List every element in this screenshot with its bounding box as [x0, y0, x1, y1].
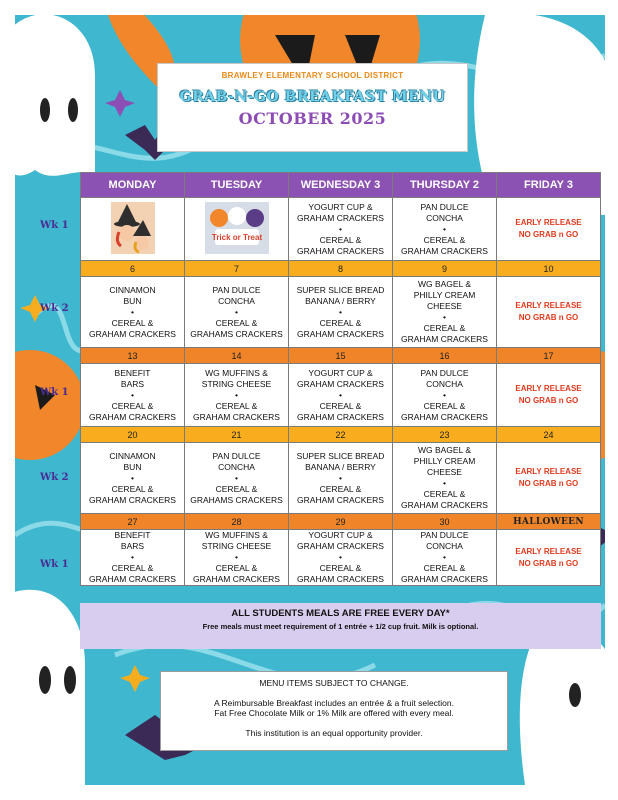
- week-label-2: Wk 2: [40, 303, 69, 314]
- menu-item-text: YOGURT CUP & GRAHAM CRACKERS • CEREAL & GRAHAM CRACKERS: [297, 201, 384, 256]
- witches-clipart: [111, 202, 155, 254]
- menu-cell: [393, 198, 497, 261]
- menu-cell: [289, 530, 393, 586]
- date-cell: 20: [81, 427, 185, 443]
- menu-item-text: PAN DULCE CONCHA • CEREAL & GRAHAM CRACKERS: [401, 367, 488, 422]
- menu-cell: [289, 198, 393, 261]
- early-release-cell: [497, 364, 601, 427]
- date-cell: 16: [393, 348, 497, 364]
- ghost-top-left: [15, 15, 95, 176]
- early-release-cell: [497, 530, 601, 586]
- menu-item-text: PAN DULCE CONCHA • CEREAL & GRAHAM CRACKERS: [401, 530, 488, 584]
- date-cell: 10: [497, 261, 601, 277]
- date-row: [81, 348, 601, 364]
- menu-item-text: PAN DULCE CONCHA • CEREAL & GRAHAMS CRACKERS: [190, 284, 283, 339]
- free-meals-requirement: Free meals must meet requirement of 1 entrée + 1/2 cup fruit. Milk is optional.: [202, 622, 479, 631]
- date-cell: 27: [81, 514, 185, 530]
- trick-or-treat-clipart: [205, 202, 269, 254]
- early-release-text: EARLY RELEASE NO GRAB n GO: [515, 218, 582, 239]
- date-cell: 13: [81, 348, 185, 364]
- menu-cell: [185, 443, 289, 514]
- menu-cell: [185, 530, 289, 586]
- date-cell: 17: [497, 348, 601, 364]
- menu-cell: [185, 364, 289, 427]
- date-row: [81, 427, 601, 443]
- footer-change-notice: MENU ITEMS SUBJECT TO CHANGE.: [259, 678, 409, 688]
- menu-item-text: WG MUFFINS & STRING CHEESE • CEREAL & GRAHAM CRACKERS: [193, 530, 280, 584]
- table-row: [81, 198, 601, 261]
- date-row: [81, 261, 601, 277]
- menu-cell: [289, 443, 393, 514]
- menu-item-text: WG MUFFINS & STRING CHEESE • CEREAL & GRAHAM CRACKERS: [193, 367, 280, 422]
- day-header-wednesday: WEDNESDAY 3: [289, 173, 393, 198]
- menu-item-text: PAN DULCE CONCHA • CEREAL & GRAHAM CRACKERS: [401, 201, 488, 256]
- date-cell: 30: [393, 514, 497, 530]
- date-cell: 7: [185, 261, 289, 277]
- menu-cell: [393, 364, 497, 427]
- halloween-label: HALLOWEEN: [497, 514, 601, 530]
- date-cell: 15: [289, 348, 393, 364]
- date-cell: 28: [185, 514, 289, 530]
- week-label-3: Wk 1: [40, 387, 69, 398]
- free-meals-notice: [80, 603, 601, 649]
- day-header-monday: MONDAY: [81, 173, 185, 198]
- trick-or-treat-text: Trick or Treat: [211, 232, 262, 242]
- date-cell: 8: [289, 261, 393, 277]
- early-release-cell: [497, 198, 601, 261]
- menu-item-text: CINNAMON BUN • CEREAL & GRAHAM CRACKERS: [89, 450, 176, 505]
- early-release-cell: [497, 277, 601, 348]
- early-release-cell: [497, 443, 601, 514]
- day-header-row: [81, 173, 601, 198]
- menu-cell: [393, 530, 497, 586]
- week-label-1: Wk 1: [40, 220, 69, 231]
- menu-cell: [185, 277, 289, 348]
- menu-cell: [81, 277, 185, 348]
- day-header-tuesday: TUESDAY: [185, 173, 289, 198]
- menu-cell: [185, 198, 289, 261]
- menu-item-text: YOGURT CUP & GRAHAM CRACKERS • CEREAL & GRAHAM CRACKERS: [297, 367, 384, 422]
- menu-item-text: WG BAGEL & PHILLY CREAM CHEESE • CEREAL & GRAHAM CRACKERS: [401, 445, 488, 510]
- free-meals-headline: ALL STUDENTS MEALS ARE FREE EVERY DAY*: [231, 608, 450, 619]
- menu-title: GRAB-N-GO BREAKFAST MENU: [179, 89, 446, 105]
- date-cell: 22: [289, 427, 393, 443]
- date-cell: 14: [185, 348, 289, 364]
- menu-item-text: BENEFIT BARS • CEREAL & GRAHAM CRACKERS: [89, 530, 176, 584]
- menu-month: OCTOBER 2025: [238, 109, 387, 128]
- date-cell: 29: [289, 514, 393, 530]
- date-cell: 6: [81, 261, 185, 277]
- early-release-text: EARLY RELEASE NO GRAB n GO: [515, 546, 582, 568]
- footer-box: [160, 671, 508, 751]
- menu-cell: [81, 443, 185, 514]
- footer-equal-opportunity: This institution is an equal opportunity provider.: [245, 728, 423, 738]
- early-release-text: EARLY RELEASE NO GRAB n GO: [515, 467, 582, 488]
- menu-cell: [289, 277, 393, 348]
- menu-header: [157, 63, 468, 152]
- menu-item-text: BENEFIT BARS • CEREAL & GRAHAM CRACKERS: [89, 367, 176, 422]
- menu-cell: [81, 364, 185, 427]
- early-release-text: EARLY RELEASE NO GRAB n GO: [515, 301, 582, 322]
- menu-item-text: CINNAMON BUN • CEREAL & GRAHAM CRACKERS: [89, 284, 176, 339]
- date-cell: 9: [393, 261, 497, 277]
- menu-cell: [393, 277, 497, 348]
- menu-cell: [81, 198, 185, 261]
- date-cell: 24: [497, 427, 601, 443]
- day-header-friday: FRIDAY 3: [497, 173, 601, 198]
- table-row: [81, 277, 601, 348]
- menu-item-text: WG BAGEL & PHILLY CREAM CHEESE • CEREAL & GRAHAM CRACKERS: [401, 279, 488, 344]
- footer-milk: Fat Free Chocolate Milk or 1% Milk are offered with every meal.: [214, 708, 454, 718]
- table-row: [81, 364, 601, 427]
- menu-cell: [289, 364, 393, 427]
- menu-item-text: YOGURT CUP & GRAHAM CRACKERS • CEREAL & GRAHAM CRACKERS: [297, 530, 384, 584]
- district-name: BRAWLEY ELEMENTARY SCHOOL DISTRICT: [221, 71, 404, 80]
- menu-item-text: PAN DULCE CONCHA • CEREAL & GRAHAMS CRACKERS: [190, 450, 283, 505]
- week-label-5: Wk 1: [40, 559, 69, 570]
- date-cell: 21: [185, 427, 289, 443]
- table-row: [81, 530, 601, 586]
- early-release-text: EARLY RELEASE NO GRAB n GO: [515, 384, 582, 405]
- breakfast-menu-table: [80, 172, 601, 586]
- menu-cell: [393, 443, 497, 514]
- date-row: [81, 514, 601, 530]
- week-label-4: Wk 2: [40, 472, 69, 483]
- table-row: [81, 443, 601, 514]
- day-header-thursday: THURSDAY 2: [393, 173, 497, 198]
- footer-reimbursable: A Reimbursable Breakfast includes an entrée & a fruit selection.: [213, 698, 455, 708]
- menu-cell: [81, 530, 185, 586]
- date-cell: 23: [393, 427, 497, 443]
- menu-item-text: SUPER SLICE BREAD BANANA / BERRY • CEREAL & GRAHAM CRACKERS: [296, 450, 385, 505]
- menu-item-text: SUPER SLICE BREAD BANANA / BERRY • CEREAL & GRAHAM CRACKERS: [296, 284, 385, 339]
